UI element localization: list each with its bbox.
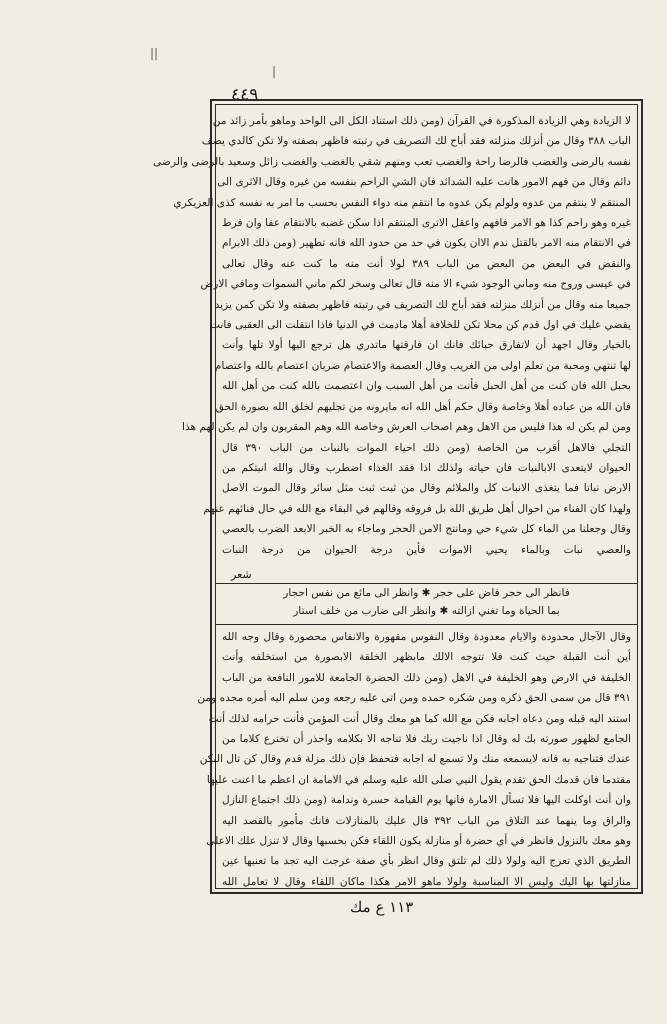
text-line: الحيوان لايتعدى الابالنبات فان حياته ولذلك اذا فقد الغذاء اضطرب وقال والله انبتكم من: [222, 461, 631, 474]
page-number: ٤٤٩: [231, 85, 259, 105]
text-line: التجلي فالاهل أقرب من الخاصة (ومن ذلك احياء الموات بالنبات من الباب ٣٩٠ قال: [222, 441, 632, 454]
text-line: والعصي نبات وبالماء يحيي الاموات فأين درجة الحيوان من درجة النبات: [222, 543, 631, 556]
text-line: لها تنتهي ومحبة من تعلم اولى من الغريب وقال العصمة والاعتصام ضربان اعتصام بالله واعتصام: [214, 359, 631, 372]
text-line: وقال الآجال محدودة والايام معدودة وقال النفوس مقهورة والانفاس محصورة وقال وجه الله: [222, 631, 631, 643]
text-line: غيره وهو راحم كذا هو الامر فافهم واعقل الاترى المنتقم اذا سكن غضبه بالانتقام عفا وان فرط: [221, 217, 631, 230]
text-line: الخليفة في الارض وهو الخليفة في الاهل (ومن ذلك الحضرة الجامعة للامور النافعة من الباب: [222, 671, 631, 684]
text-line: نفسه بالرضى والغضب فالرضا راحة والغضب تعب ومنهم شقي بالغضب والغضب زائل وسعيد بالرضى والرضى: [153, 155, 631, 168]
text-line: والنقض في البعض من البعض من الباب ٣٨٩ لولا أنت منه ما كنت عنه وقال تعالى: [222, 257, 631, 270]
text-line: جميعا منه وقال من أنزلك منزلته فقد أباح لك التصريف في رتبته فاظهر بصفته ولا تكن كمن يزيد: [214, 298, 631, 311]
text-line: بالخيار وقال اجهد أن لاتفارق حبائك فانك ان فارقتها ماتدري هل ترجع اليها أولا تلها وأنت: [222, 339, 631, 352]
text-line: عندك فتناجيه به فانه لايسمعه منك ولا تسمع له اجابه فتحفظ فإن ذلك مزلة قدم وقال كن تال النكن: [199, 753, 631, 766]
text-line: ولهذا كان الفناء من احوال أهل طريق الله بل فروقه وقالهم في البقاء مع الله في حال فنائهم عنهم: [203, 502, 631, 515]
text-line: أين أنت القبلة حيث كنت فلا تتوجه الالك مابظهر الخلقة الابصورة من استخلفه وأنت: [222, 651, 631, 664]
body-text-bottom: [197, 627, 631, 888]
text-line: بحبل الله فان كنت من أهل الحبل فأنت من أهل السبب وان اعتصمت بالله كنت من أهل الله: [222, 380, 631, 393]
text-line: في الانتقام منه الامر بالقتل ندم الاان يكون في حد من حدود الله فانه تطهير (ومن ذلك الابرام: [222, 237, 631, 250]
page-frame: [153, 104, 638, 889]
margin-mark-left: ||: [150, 46, 159, 60]
text-line: وقال وجعلنا من الماء كل شيء حي ومانتج الامن الحجر وماجاء به الخبر الابعد الضرب بالعصي: [222, 523, 631, 536]
text-line: الباب ٣٨٨ وقال من أنزلك منزلته فقد أباح لك التصريف في رتبته فاظهر بصفته ولا تكن كالدي يصف: [201, 135, 631, 148]
text-line: دائم وقال من فهم الامور هانت عليه الشدائد فان الشي الراحم بنفسه من غيره وقال الاثرى الى: [217, 176, 631, 189]
text-line: والراق وما ينهما عند التلاق من الباب ٣٩٢ قال عليك بالمنازلات فانك مأمور بالقصد اليه: [222, 814, 631, 827]
text-line: يقضي عليك في اول قدم كن محلا تكن للخلافة أهلا مادمت في الدنيا فاذا انتقلت الى العقبى فانت: [210, 319, 631, 332]
text-line: مقتدما فان قدمك الحق تقدم يقول النبي صلى الله عليه وسلم في الامامة ان اعظم ما اعنت عليها: [206, 773, 631, 786]
text-line: ٣٩١ قال من سمى الحق ذكره ومن شكره حمده ومن اتى عليه رجعه ومن سلم اليه أمره مجده ومن: [197, 692, 631, 705]
text-line: الارض نباتا فما يتغذى الانبات كل والملائم وقال من ثبت ثبت مثل سائر وقال الموت الاصل: [222, 482, 631, 495]
poem-box: [215, 568, 638, 625]
text-line: ومن لم يكن له هذا فليس من الاهل وهم اصحاب العرش وخاصة الله وهم المقربون وان لم يكن لهم هذا: [182, 421, 631, 434]
margin-mark-top: |: [272, 64, 277, 78]
footer-signature: ١١٣ ع مك: [350, 898, 414, 916]
text-line: الطريق الذي تعرج اليه ولولا ذلك لم تلتق وقال انظر بأي صفة عرجت اليه تجد ما تعنيها عين: [222, 855, 631, 868]
text-line: الجامع لظهور صورته بك له وقال اذا ناجيت ربك فلا تناجه الا بكلامه واحذر أن تخترع كلاما من: [222, 733, 631, 746]
text-line: في عيسى وروح منه وماني الوجود شيء الا منه قال تعالى وسخر لكم ماني السموات ومافي الارض: [200, 278, 631, 291]
text-line: وان أنت اوكلت اليها فلا تسأل الامارة فانها يوم القيامة حسرة وندامة (ومن ذلك اجتماع النازل: [222, 794, 631, 807]
text-line: استند اليه قبله ومن دعاه اجابه فكن مع الله كما هو معك وقال أنت المؤمن فأنت حرامه لذلك أنت: [208, 712, 631, 725]
body-text-top: [153, 111, 632, 577]
text-line: فان الله من عباده أهلا وخاصة وقال حكم أهل الله انه مايرونه من تجليهم لخلق الله بصورة الحق: [215, 400, 631, 413]
poem-label: شعر: [231, 568, 252, 581]
text-line: لا الزيادة وهي الزيادة المذكورة في القرآن (ومن ذلك استناد الكل الى الواحد وماهو بأمر زائد من: [212, 115, 631, 127]
text-line: وهو معك بالنزول فانظر في أي حضرة أو منازلة يكون اللقاء فكن بحسبها وقال لا تنزل علك الاعلى: [206, 835, 631, 848]
text-line: المنتقم لا ينتقم من عدوه ولولم يكن عدوه ما انتقم منه دواء النفس بحسب ما امر به نفسه كذى العزيكري: [173, 196, 631, 209]
poem-verse: فانظر الى حجر فاض على حجر ✱ وانظر الى مائع من نفس احجار: [283, 587, 570, 599]
text-line: منازلتها بها اليك وليس الا المناسبة ولولا ماهو الامر هكذا ماكان اللقاء وقال لا تعامل الله: [222, 875, 631, 888]
poem-verse: بما الحياة وما تغني ازالته ✱ وانظر الى ضارب من خلف استار: [293, 605, 560, 617]
